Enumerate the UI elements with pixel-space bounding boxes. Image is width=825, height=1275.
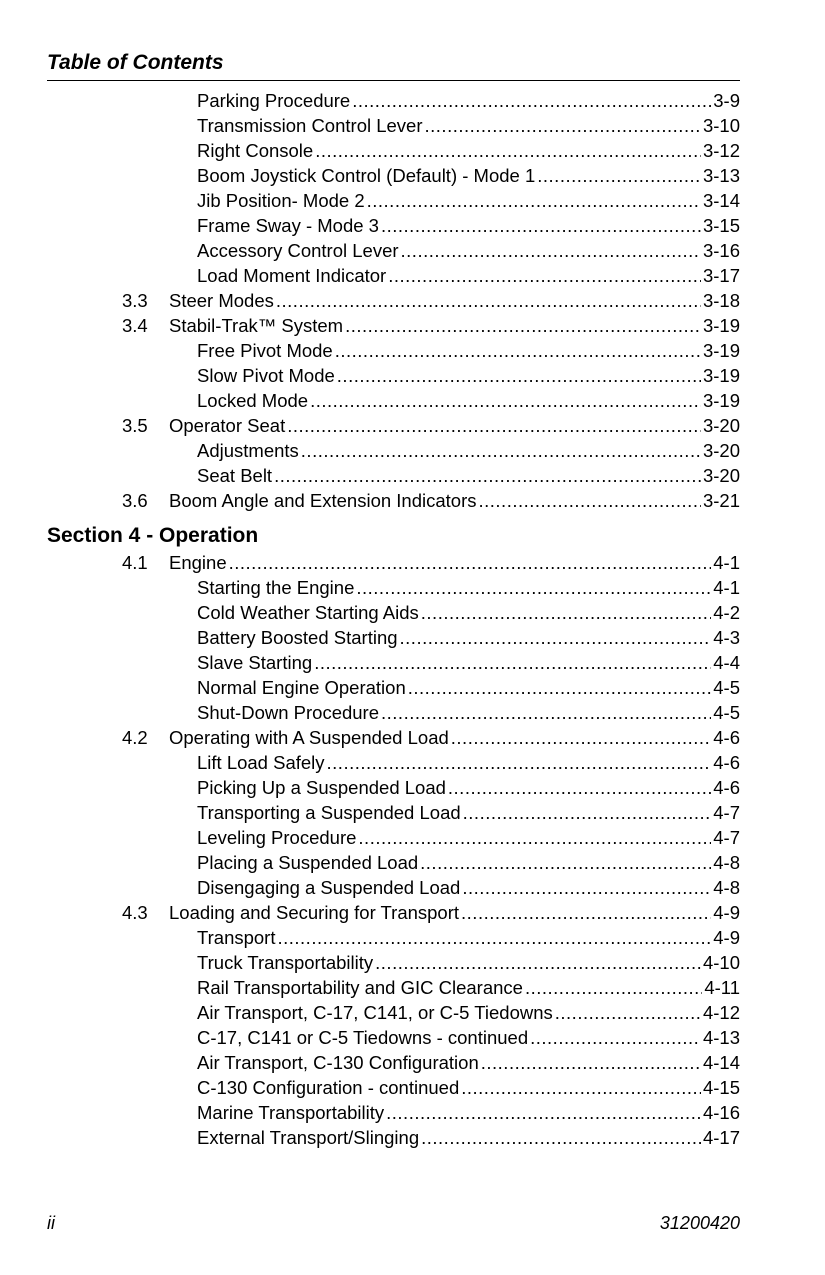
toc-entry-title: Accessory Control Lever <box>197 240 399 261</box>
toc-entry-title: Starting the Engine <box>197 577 355 598</box>
toc-entry-page: 4-7 <box>713 827 740 848</box>
toc-entry-title: Air Transport, C-130 Configuration <box>197 1052 479 1073</box>
toc-entry[interactable] <box>0 975 825 1000</box>
toc-entry[interactable] <box>0 413 825 438</box>
dot-leader <box>352 88 711 113</box>
toc-entry-line <box>197 1100 740 1125</box>
footer-document-number: 31200420 <box>659 1213 740 1233</box>
toc-entry-page: 3-20 <box>702 415 740 436</box>
toc-entry-title: Shut-Down Procedure <box>197 702 380 723</box>
toc-entry-line <box>169 313 740 338</box>
toc-entry-page: 3-17 <box>702 265 740 286</box>
toc-entry[interactable] <box>0 288 825 313</box>
toc-entry-line <box>169 288 740 313</box>
toc-entry-line <box>197 575 740 600</box>
dot-leader <box>525 975 702 1000</box>
toc-entry-number: 4.3 <box>122 902 148 923</box>
dot-leader <box>537 163 701 188</box>
toc-entry[interactable] <box>0 1100 825 1125</box>
toc-entry-page: 4-1 <box>713 552 740 573</box>
toc-entry-line <box>197 650 740 675</box>
dot-leader <box>337 363 701 388</box>
toc-entry-title: Locked Mode <box>197 390 309 411</box>
dot-leader <box>463 800 712 825</box>
toc-entry[interactable] <box>0 463 825 488</box>
dot-leader <box>420 850 711 875</box>
toc-entry-line <box>197 625 740 650</box>
toc-entry-title: Free Pivot Mode <box>197 340 333 361</box>
toc-entry-line <box>197 1125 740 1150</box>
toc-entry-title: Marine Transportability <box>197 1102 385 1123</box>
toc-entry-title: C-130 Configuration - continued <box>197 1077 460 1098</box>
toc-entry-line <box>197 950 740 975</box>
toc-entry-page: 4-3 <box>713 627 740 648</box>
toc-entry[interactable] <box>0 875 825 900</box>
toc-entry-title: Disengaging a Suspended Load <box>197 877 461 898</box>
toc-entry-number: 4.2 <box>122 727 148 748</box>
toc-entry-line <box>169 488 740 513</box>
toc-entry-title: C-17, C141 or C-5 Tiedowns - continued <box>197 1027 529 1048</box>
toc-entry-line <box>197 113 740 138</box>
toc-entry[interactable] <box>0 263 825 288</box>
dot-leader <box>481 1050 701 1075</box>
toc-entry-page: 4-6 <box>713 777 740 798</box>
toc-entry-title: Transporting a Suspended Load <box>197 802 461 823</box>
dot-leader <box>327 750 712 775</box>
dot-leader <box>356 575 711 600</box>
toc-entry-page: 4-5 <box>713 702 740 723</box>
dot-leader <box>375 950 701 975</box>
page-title: Table of Contents <box>47 51 224 74</box>
dot-leader <box>400 625 712 650</box>
toc-entry-title: Cold Weather Starting Aids <box>197 602 419 623</box>
toc-entry[interactable] <box>0 113 825 138</box>
toc-entry-title: Transmission Control Lever <box>197 115 423 136</box>
toc-entry-title: Placing a Suspended Load <box>197 852 419 873</box>
dot-leader <box>276 288 701 313</box>
toc-entry-page: 4-11 <box>704 977 740 998</box>
toc-entry[interactable] <box>0 925 825 950</box>
dot-leader <box>479 488 701 513</box>
toc-entry-title: Air Transport, C-17, C141, or C-5 Tiedowns <box>197 1002 553 1023</box>
toc-entry[interactable] <box>0 575 825 600</box>
toc-entry-page: 3-20 <box>702 465 740 486</box>
toc-entry[interactable] <box>0 1000 825 1025</box>
toc-entry-title: Engine <box>169 552 227 573</box>
toc-entry-page: 3-10 <box>702 115 740 136</box>
dot-leader <box>461 1075 701 1100</box>
table-of-contents <box>0 88 825 1150</box>
toc-entry[interactable] <box>0 1125 825 1150</box>
toc-entry-line <box>197 138 740 163</box>
toc-entry-title: Boom Joystick Control (Default) - Mode 1 <box>197 165 536 186</box>
toc-entry-title: Seat Belt <box>197 465 273 486</box>
toc-entry-title: Slave Starting <box>197 652 313 673</box>
toc-entry[interactable] <box>0 188 825 213</box>
toc-entry-line <box>197 463 740 488</box>
dot-leader <box>301 438 701 463</box>
toc-entry-line <box>197 263 740 288</box>
toc-entry-page: 4-10 <box>702 952 740 973</box>
toc-entry-title: Truck Transportability <box>197 952 374 973</box>
dot-leader <box>408 675 712 700</box>
toc-entry-title: Steer Modes <box>169 290 274 311</box>
toc-entry-page: 4-6 <box>713 727 740 748</box>
toc-entry-line <box>197 1000 740 1025</box>
footer-page-number: ii <box>47 1213 55 1233</box>
toc-entry[interactable] <box>0 313 825 338</box>
toc-group-section-3 <box>0 88 825 513</box>
toc-entry-page: 4-17 <box>702 1127 740 1148</box>
toc-entry-number: 3.3 <box>122 290 148 311</box>
toc-entry[interactable] <box>0 338 825 363</box>
toc-entry-page: 4-2 <box>713 602 740 623</box>
toc-entry-line <box>197 825 740 850</box>
toc-entry[interactable] <box>0 650 825 675</box>
toc-entry[interactable] <box>0 550 825 575</box>
dot-leader <box>425 113 701 138</box>
toc-entry-title: Slow Pivot Mode <box>197 365 335 386</box>
toc-entry-title: Operating with A Suspended Load <box>169 727 449 748</box>
dot-leader <box>314 650 711 675</box>
toc-entry[interactable] <box>0 700 825 725</box>
toc-entry-page: 3-12 <box>702 140 740 161</box>
toc-entry[interactable] <box>0 675 825 700</box>
toc-entry[interactable] <box>0 1050 825 1075</box>
toc-entry-line <box>197 600 740 625</box>
toc-entry-title: Picking Up a Suspended Load <box>197 777 446 798</box>
toc-entry-line <box>197 163 740 188</box>
toc-entry[interactable] <box>0 900 825 925</box>
toc-entry-title: Normal Engine Operation <box>197 677 406 698</box>
toc-entry-title: Boom Angle and Extension Indicators <box>169 490 477 511</box>
toc-entry-line <box>197 438 740 463</box>
toc-entry-line <box>197 1050 740 1075</box>
toc-entry-title: Adjustments <box>197 440 299 461</box>
toc-entry-page: 3-19 <box>702 315 740 336</box>
section-heading <box>0 513 825 550</box>
toc-entry-page: 3-19 <box>702 340 740 361</box>
toc-entry-line <box>197 875 740 900</box>
dot-leader <box>388 263 701 288</box>
toc-entry[interactable] <box>0 488 825 513</box>
toc-entry-line <box>197 850 740 875</box>
toc-entry-page: 4-15 <box>702 1077 740 1098</box>
toc-entry-page: 4-4 <box>713 652 740 673</box>
toc-entry-page: 4-7 <box>713 802 740 823</box>
toc-entry-number: 3.5 <box>122 415 148 436</box>
toc-entry-page: 3-19 <box>702 365 740 386</box>
toc-entry-title: Operator Seat <box>169 415 286 436</box>
dot-leader <box>335 338 701 363</box>
toc-entry-page: 3-18 <box>702 290 740 311</box>
toc-entry-line <box>169 900 740 925</box>
toc-entry-line <box>169 725 740 750</box>
toc-entry-line <box>197 975 740 1000</box>
dot-leader <box>345 313 701 338</box>
toc-entry-line <box>197 213 740 238</box>
toc-entry-page: 3-21 <box>702 490 740 511</box>
toc-entry[interactable] <box>0 825 825 850</box>
toc-entry-line <box>197 775 740 800</box>
dot-leader <box>367 188 701 213</box>
toc-entry[interactable] <box>0 88 825 113</box>
dot-leader <box>555 1000 701 1025</box>
toc-entry-line <box>197 338 740 363</box>
toc-entry-title: Right Console <box>197 140 314 161</box>
dot-leader <box>461 900 711 925</box>
toc-entry-page: 4-12 <box>702 1002 740 1023</box>
toc-entry-page: 3-13 <box>702 165 740 186</box>
toc-entry-line <box>169 550 740 575</box>
toc-entry[interactable] <box>0 850 825 875</box>
toc-entry[interactable] <box>0 388 825 413</box>
toc-entry-number: 4.1 <box>122 552 148 573</box>
toc-entry-page: 3-15 <box>702 215 740 236</box>
toc-entry[interactable] <box>0 775 825 800</box>
toc-entry-line <box>197 800 740 825</box>
toc-entry[interactable] <box>0 1025 825 1050</box>
toc-entry[interactable] <box>0 238 825 263</box>
toc-entry-title: Transport <box>197 927 276 948</box>
toc-entry-page: 3-9 <box>713 90 740 111</box>
toc-entry-title: Lift Load Safely <box>197 752 325 773</box>
toc-entry[interactable] <box>0 213 825 238</box>
toc-entry[interactable] <box>0 138 825 163</box>
dot-leader <box>310 388 701 413</box>
toc-entry-line <box>197 88 740 113</box>
dot-leader <box>421 600 711 625</box>
toc-entry-line <box>197 925 740 950</box>
toc-entry[interactable] <box>0 163 825 188</box>
toc-entry-line <box>169 413 740 438</box>
toc-entry[interactable] <box>0 438 825 463</box>
toc-entry[interactable] <box>0 725 825 750</box>
toc-entry-page: 4-6 <box>713 752 740 773</box>
toc-entry-line <box>197 675 740 700</box>
toc-entry-line <box>197 750 740 775</box>
toc-entry-page: 4-5 <box>713 677 740 698</box>
toc-entry-title: Frame Sway - Mode 3 <box>197 215 379 236</box>
dot-leader <box>462 875 711 900</box>
dot-leader <box>358 825 711 850</box>
dot-leader <box>530 1025 701 1050</box>
toc-entry-page: 4-8 <box>713 852 740 873</box>
section-4-heading: Section 4 - Operation <box>47 524 259 547</box>
toc-entry-page: 3-19 <box>702 390 740 411</box>
toc-entry-title: Stabil-Trak™ System <box>169 315 344 336</box>
toc-entry-page: 4-9 <box>713 902 740 923</box>
toc-entry-title: External Transport/Slinging <box>197 1127 420 1148</box>
dot-leader <box>274 463 701 488</box>
toc-entry[interactable] <box>0 363 825 388</box>
toc-entry[interactable] <box>0 625 825 650</box>
toc-entry-title: Load Moment Indicator <box>197 265 387 286</box>
dot-leader <box>451 725 711 750</box>
toc-entry[interactable] <box>0 800 825 825</box>
toc-entry-number: 3.6 <box>122 490 148 511</box>
toc-entry-title: Leveling Procedure <box>197 827 357 848</box>
toc-entry-page: 4-14 <box>702 1052 740 1073</box>
toc-entry-line <box>197 388 740 413</box>
toc-entry-line <box>197 188 740 213</box>
toc-entry-line <box>197 1075 740 1100</box>
toc-group-section-4 <box>0 550 825 1150</box>
toc-entry-title: Parking Procedure <box>197 90 351 111</box>
toc-entry-title: Jib Position- Mode 2 <box>197 190 365 211</box>
toc-entry-page: 4-16 <box>702 1102 740 1123</box>
toc-entry-title: Battery Boosted Starting <box>197 627 398 648</box>
toc-entry[interactable] <box>0 1075 825 1100</box>
toc-entry[interactable] <box>0 750 825 775</box>
toc-entry-title: Loading and Securing for Transport <box>169 902 460 923</box>
toc-entry-number: 3.4 <box>122 315 148 336</box>
dot-leader <box>315 138 701 163</box>
dot-leader <box>386 1100 701 1125</box>
dot-leader <box>287 413 701 438</box>
toc-entry-page: 4-13 <box>702 1027 740 1048</box>
dot-leader <box>277 925 711 950</box>
header-divider <box>47 80 740 81</box>
toc-entry-line <box>197 238 740 263</box>
dot-leader <box>381 213 701 238</box>
dot-leader <box>381 700 711 725</box>
toc-entry-line <box>197 700 740 725</box>
toc-entry-page: 4-9 <box>713 927 740 948</box>
toc-entry-line <box>197 1025 740 1050</box>
dot-leader <box>401 238 701 263</box>
dot-leader <box>229 550 712 575</box>
dot-leader <box>448 775 711 800</box>
toc-entry-page: 4-8 <box>713 877 740 898</box>
toc-entry-title: Rail Transportability and GIC Clearance <box>197 977 523 998</box>
toc-entry-page: 3-14 <box>702 190 740 211</box>
toc-entry-page: 4-1 <box>713 577 740 598</box>
dot-leader <box>421 1125 701 1150</box>
toc-entry-page: 3-20 <box>702 440 740 461</box>
toc-entry[interactable] <box>0 950 825 975</box>
toc-entry-page: 3-16 <box>702 240 740 261</box>
toc-entry-line <box>197 363 740 388</box>
toc-entry[interactable] <box>0 600 825 625</box>
